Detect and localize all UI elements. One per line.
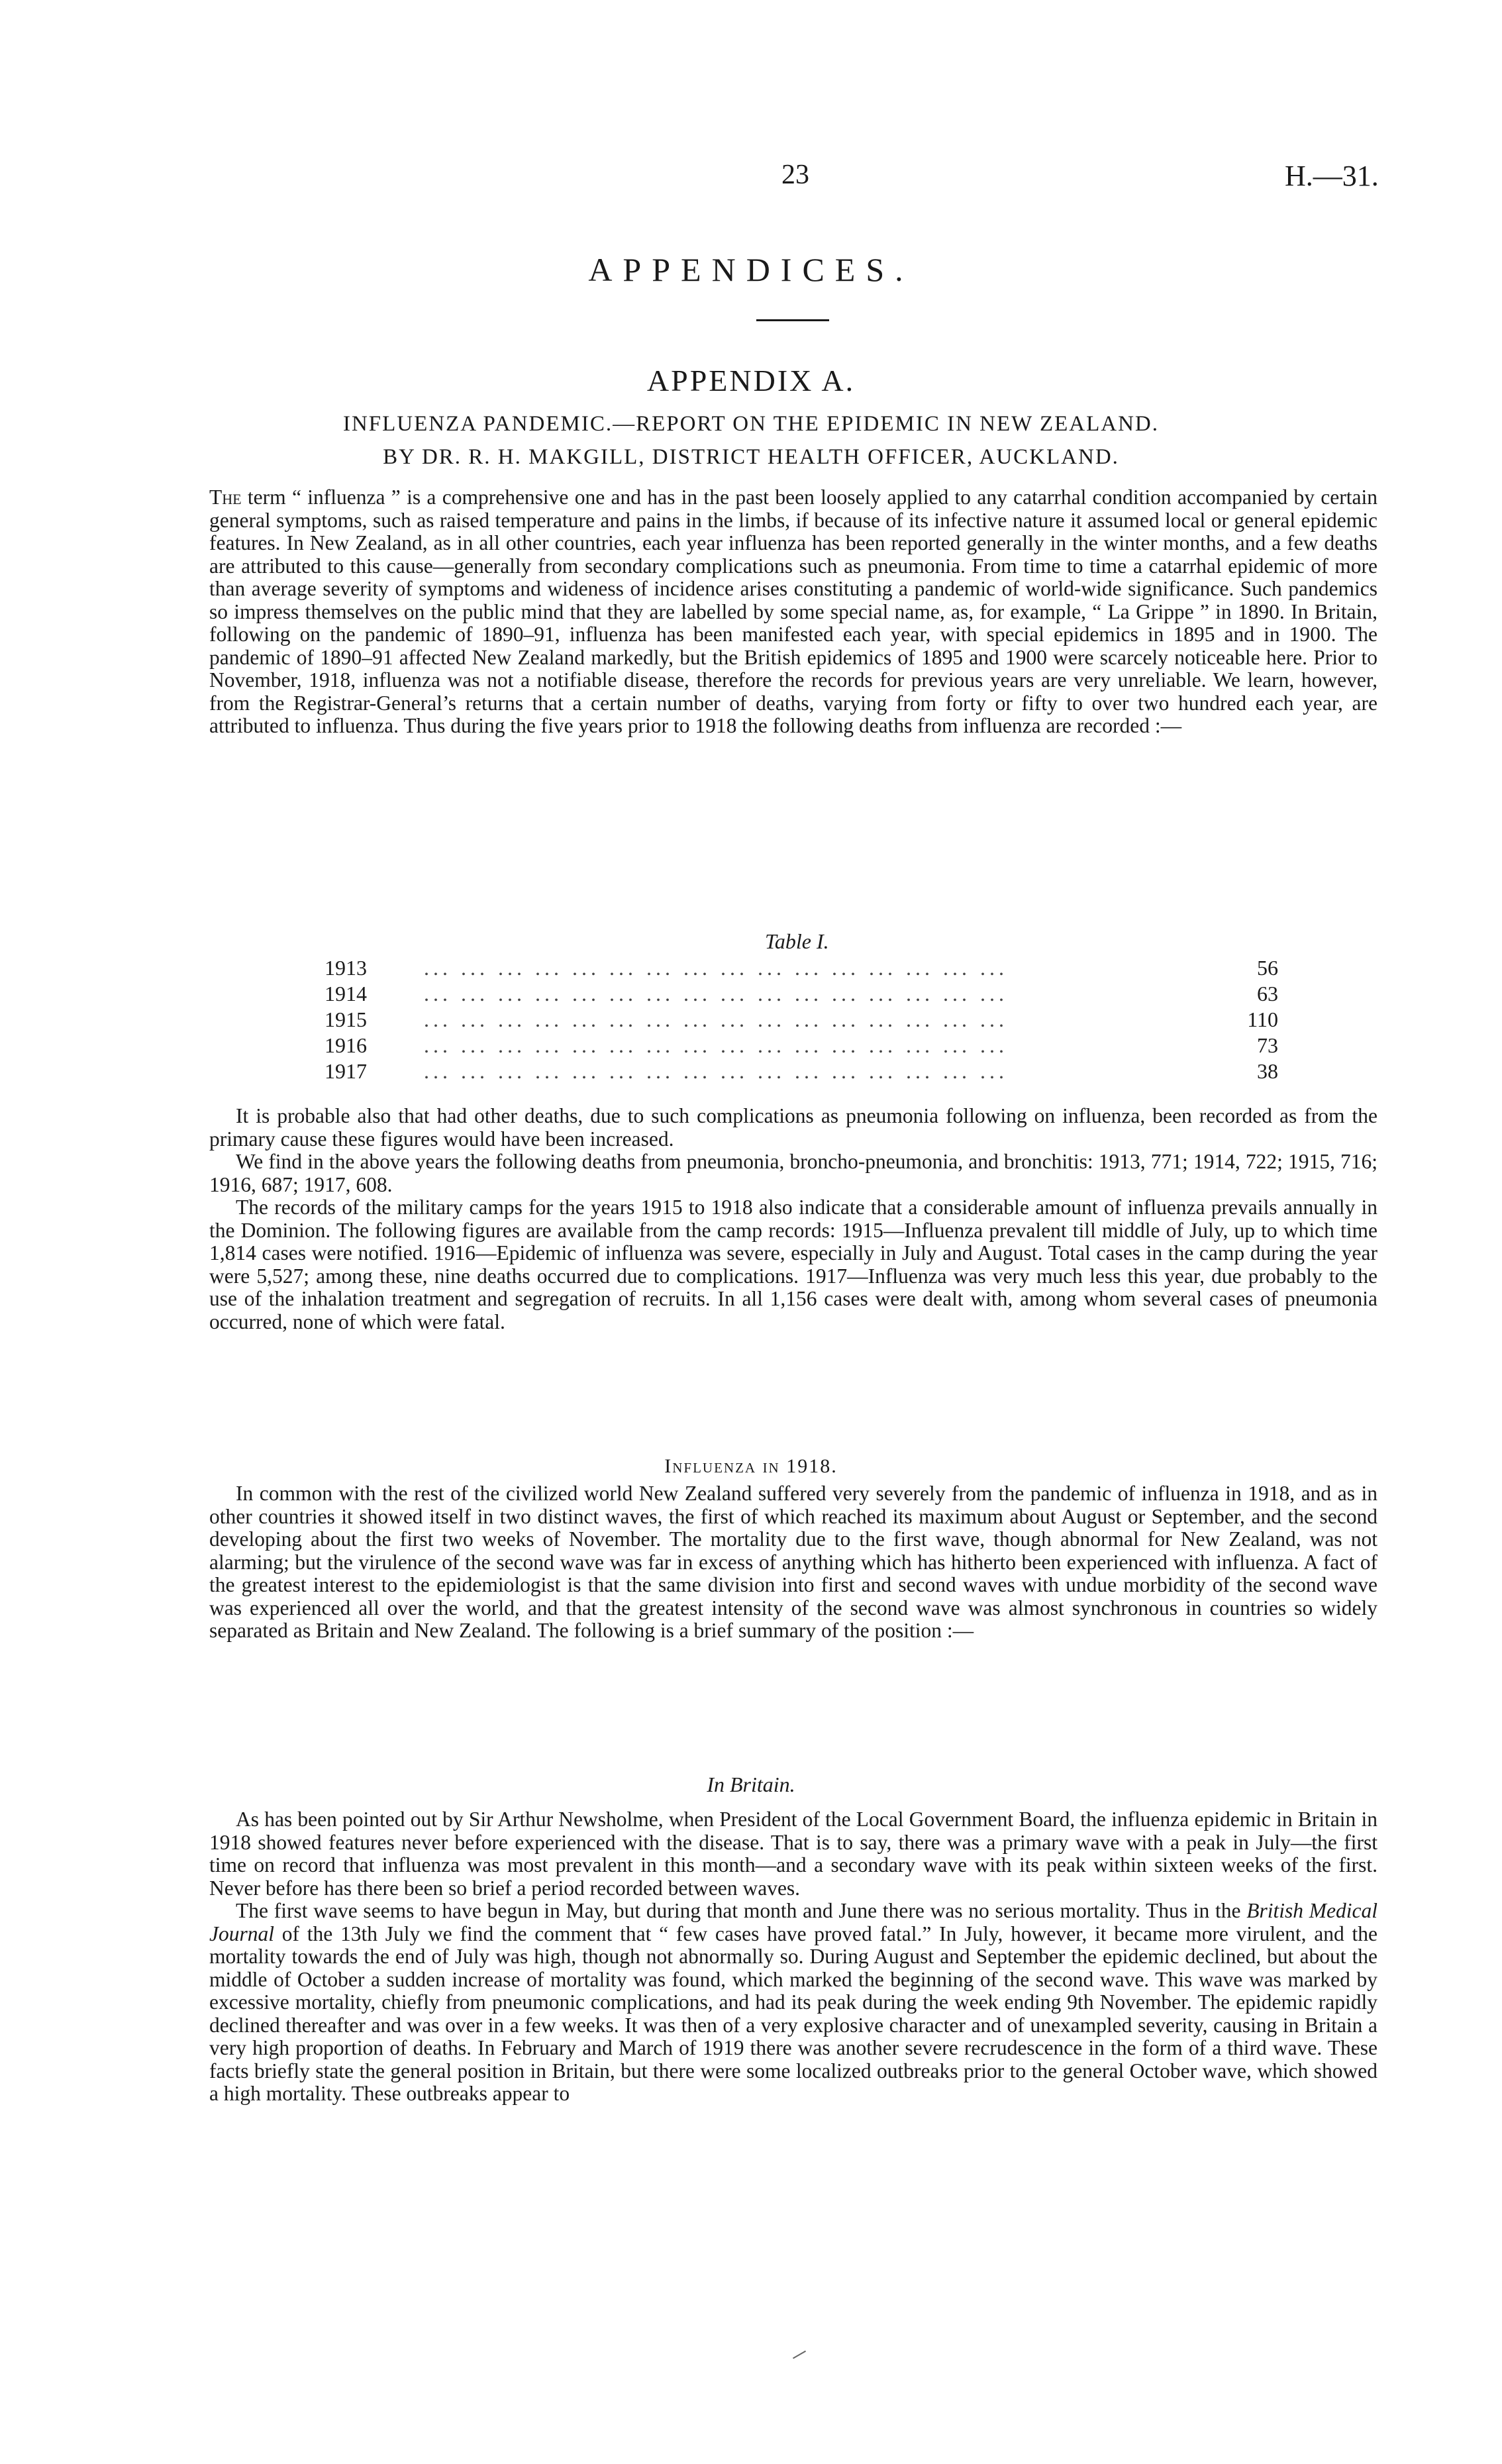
paragraph-military-camps: The records of the military camps for the years 1915 to 1918 also indicate that a considerable amount of influenza prevails annually in the Dominion. The following figures are available from the camp records: 1915—Influenza prevalent till middle of July, up to which time 1,814 cases were notified. 1916—Epidemic of influenza was severe, especially in July and August. Total cases in the camp during the year were 5,527; among these, nine deaths occurred due to complications. 1917—Influenza was very much less this year, due probably to the use of the inhalation treatment and segregation of recruits. In all 1,156 cases were dealt with, among whom several cases of pneumonia occurred, none of which were fatal. [209, 1196, 1377, 1333]
table-year: 1916 [325, 1033, 367, 1057]
table-year: 1913 [325, 956, 367, 980]
paragraph-complications: It is probable also that had other deaths, due to such complications as pneumonia following on influenza, been recorded as from the primary cause these figures would have been increased. [209, 1104, 1377, 1151]
report-title: INFLUENZA PANDEMIC.—REPORT ON THE EPIDEMIC IN NEW ZEALAND. [342, 412, 1160, 436]
table-value: 56 [1257, 956, 1278, 980]
title-rule [756, 319, 829, 321]
page-number: 23 [781, 160, 809, 190]
subsection-heading-britain: In Britain. [707, 1772, 795, 1796]
report-author: BY DR. R. H. MAKGILL, DISTRICT HEALTH OFFICER, AUCKLAND. [383, 445, 1119, 469]
dot-leaders: ... ... ... ... ... ... ... ... ... ... ... ... ... ... ... ... [424, 982, 1008, 1005]
dot-leaders: ... ... ... ... ... ... ... ... ... ... ... ... ... ... ... ... [424, 1059, 1008, 1083]
table-row [325, 1033, 1278, 1059]
table-row [325, 956, 1278, 982]
table-value: 110 [1247, 1007, 1278, 1031]
section-heading-1918: Influenza in 1918. [664, 1455, 838, 1477]
dot-leaders: ... ... ... ... ... ... ... ... ... ... ... ... ... ... ... ... [424, 1007, 1008, 1031]
journal-title: British Medical Journal [209, 1899, 1377, 1945]
intro-lead-word: The [209, 486, 242, 509]
table-row [325, 1007, 1278, 1033]
page-reference: H.—31. [1285, 160, 1379, 192]
table-caption: Table I. [765, 929, 829, 953]
first-wave-text-b: of the 13th July we find the comment that “ few cases have proved fatal.” In July, however, it became more virulent, and the mortality towards the end of July was high, though not abnormally so. During August and September the epidemic declined, but about the middle of October a sudden increase of mortality was found, which marked the beginning of the second wave. This wave was marked by excessive mortality, chiefly from pneumonic complications, and had its peak during the week ending 9th November. The epidemic rapidly declined thereafter and was over in a few weeks. It was then of a very explosive character and of unexampled severity, causing in Britain a very high proportion of deaths. In February and March of 1919 there was another severe recrudescence in the form of a third wave. These facts briefly state the general position in Britain, but there were some localized outbreaks prior to the general October wave, which showed a high mortality. These outbreaks appear to [209, 1922, 1377, 2105]
intro-paragraph [209, 486, 1377, 738]
paragraph-first-wave [209, 1900, 1377, 2106]
table-value: 63 [1257, 982, 1278, 1005]
paragraph-newsholme: As has been pointed out by Sir Arthur Newsholme, when President of the Local Government Board, the influenza epidemic in Britain in 1918 showed features never before experienced with the disease. That is to say, there was a primary wave with a peak in July—the first time on record that influenza was most prevalent in this month—and a secondary wave with its peak within sixteen weeks of the first. Never before has there been so brief a period recorded between waves. [209, 1808, 1377, 1900]
paragraph-1918: In common with the rest of the civilized world New Zealand suffered very severely from the pandemic of influenza in 1918, and as in other countries it showed itself in two distinct waves, the first of which reached its maximum about August or September, and the second developing about the first two weeks of November. The mortality due to the first wave, though abnormal for New Zealand, was not alarming; but the virulence of the second wave was far in excess of anything which has hitherto been experienced with influenza. A fact of the greatest interest to the epidemiologist is that the same division into first and second waves with undue morbidity of the second wave was experienced all over the world, and that the greatest intensity of the second wave was almost synchronous in countries so widely separated as Britain and New Zealand. The following is a brief summary of the position :— [209, 1482, 1377, 1642]
dot-leaders: ... ... ... ... ... ... ... ... ... ... ... ... ... ... ... ... [424, 956, 1008, 980]
table-year: 1914 [325, 982, 367, 1005]
influenza-deaths-table [325, 956, 1278, 1085]
section-1918-body [209, 1482, 1377, 1643]
table-year: 1915 [325, 1007, 367, 1031]
intro-text: term “ influenza ” is a comprehensive one and has in the past been loosely applied to any catarrhal condition accompanied by certain general symptoms, such as raised temperature and pains in the limbs, if because of its infective nature it assumed local or general epidemic features. In New Zealand, as in all other countries, each year influenza has been reported generally in the winter months, and a few deaths are attributed to this cause—generally from secondary complications such as pneumonia. From time to time a catarrhal epidemic of more than average severity of symptoms and wideness of incidence arises constituting a pandemic of world-wide significance. Such pandemics so impress themselves on the public mind that they are labelled by some special name, as, for example, “ La Grippe ” in 1890. In Britain, following on the pandemic of 1890–91, influenza has been manifested each year, with special epidemics in 1895 and in 1900. The pandemic of 1890–91 affected New Zealand markedly, but the British epidemics of 1895 and 1900 were scarcely noticeable here. Prior to November, 1918, influenza was not a notifiable disease, therefore the records for previous years are very unreliable. We learn, however, from the Registrar-General’s returns that a certain number of deaths, varying from forty or fifty to over two hundred each year, are attributed to influenza. Thus during the five years prior to 1918 the following deaths from influenza are recorded :— [209, 486, 1377, 737]
appendix-heading: APPENDIX A. [646, 364, 856, 397]
section-britain-body [209, 1808, 1377, 2106]
table-year: 1917 [325, 1059, 367, 1083]
table-row [325, 1059, 1278, 1085]
first-wave-text-a: The first wave seems to have begun in May, but during that month and June there was no serious mortality. Thus in the [236, 1899, 1247, 1922]
appendices-title: APPENDICES. [588, 251, 914, 288]
paragraph-pneumonia-deaths: We find in the above years the following deaths from pneumonia, broncho-pneumonia, and bronchitis: 1913, 771; 1914, 722; 1915, 716; 1916, 687; 1917, 608. [209, 1150, 1377, 1196]
dot-leaders: ... ... ... ... ... ... ... ... ... ... ... ... ... ... ... ... [424, 1033, 1008, 1057]
table-value: 73 [1257, 1033, 1278, 1057]
table-row [325, 982, 1278, 1007]
stray-mark [793, 2351, 806, 2359]
table-value: 38 [1257, 1059, 1278, 1083]
post-table-section [209, 1105, 1377, 1333]
